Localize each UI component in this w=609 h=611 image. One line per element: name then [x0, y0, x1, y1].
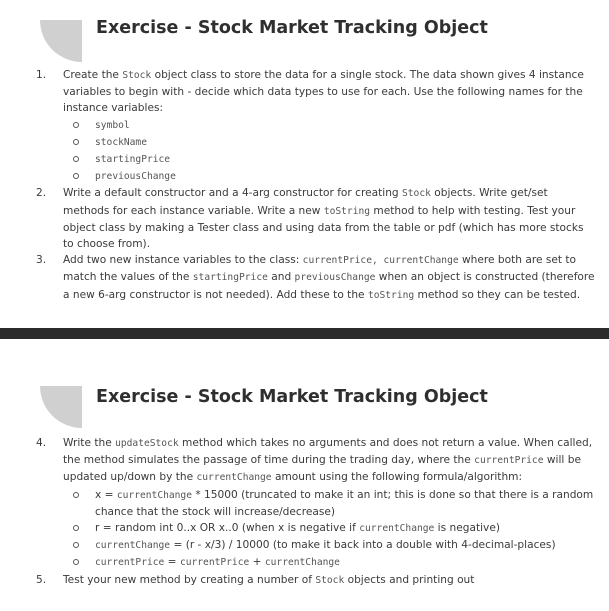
- list-item: symbol: [63, 117, 596, 134]
- slide-2: [0, 339, 609, 611]
- list-item: 5. Test your new method by creating a number of Stock objects and printing out: [36, 573, 475, 586]
- list-item: 4. Write the updateStock method which takes no arguments and does not return a value. When called, the method simulates the passage of time during the trading day, where the currentPrice will be updated up/down by the currentChange amount using the following formula/algorithm: x = currentChange * 15000 (truncated to make it an int; this is done so that there is a random chance that the stock will increase/decrease) r = random int 0..x OR x..0 (when x is negative if currentChange is negative) currentChange = (r - x/3) / 10000 (to make it back into a double with 4-decimal-places) currentPrice = currentPrice + currentChange: [36, 435, 596, 572]
- slide-corner-decoration: [40, 386, 82, 428]
- exercise-list: [36, 67, 596, 304]
- list-item: previousChange: [63, 168, 596, 185]
- algorithm-steps: [63, 487, 596, 572]
- list-item: r = random int 0..x OR x..0 (when x is negative if currentChange is negative): [63, 520, 596, 537]
- list-item: 3. Add two new instance variables to the class: currentPrice, currentChange where both are set to match the values of the startingPrice and previousChange when an object is constructed (therefore a new 6-arg constructor is not needed). Add these to the toString method so they can be tested.: [36, 254, 595, 301]
- slide-corner-decoration: [40, 20, 82, 62]
- exercise-list: [36, 435, 596, 589]
- instance-variable-list: [63, 117, 596, 186]
- list-item: currentPrice = currentPrice + currentChange: [63, 554, 596, 571]
- list-item: x = currentChange * 15000 (truncated to make it an int; this is done so that there is a random chance that the stock will increase/decrease): [63, 487, 596, 520]
- list-item: startingPrice: [63, 151, 596, 168]
- list-item: stockName: [63, 134, 596, 151]
- list-item: currentChange = (r - x/3) / 10000 (to make it back into a double with 4-decimal-places): [63, 537, 596, 554]
- list-item: 1. Create the Stock object class to store the data for a single stock. The data shown gives 4 instance variables to begin with - decide which data types to use for each. Use the following names for the instance variables: symbol stockName startingPrice previousChange: [36, 67, 596, 185]
- slide-title: Exercise - Stock Market Tracking Object: [96, 18, 488, 38]
- list-item: 2. Write a default constructor and a 4-arg constructor for creating Stock objects. Write get/set methods for each instance variable. Write a new toString method to help with testing. Test your object class by making a Tester class and using data from the table or pdf (which has more stocks to choose from).: [36, 187, 584, 251]
- slide-divider: [0, 328, 609, 339]
- slide-title: Exercise - Stock Market Tracking Object: [96, 387, 488, 407]
